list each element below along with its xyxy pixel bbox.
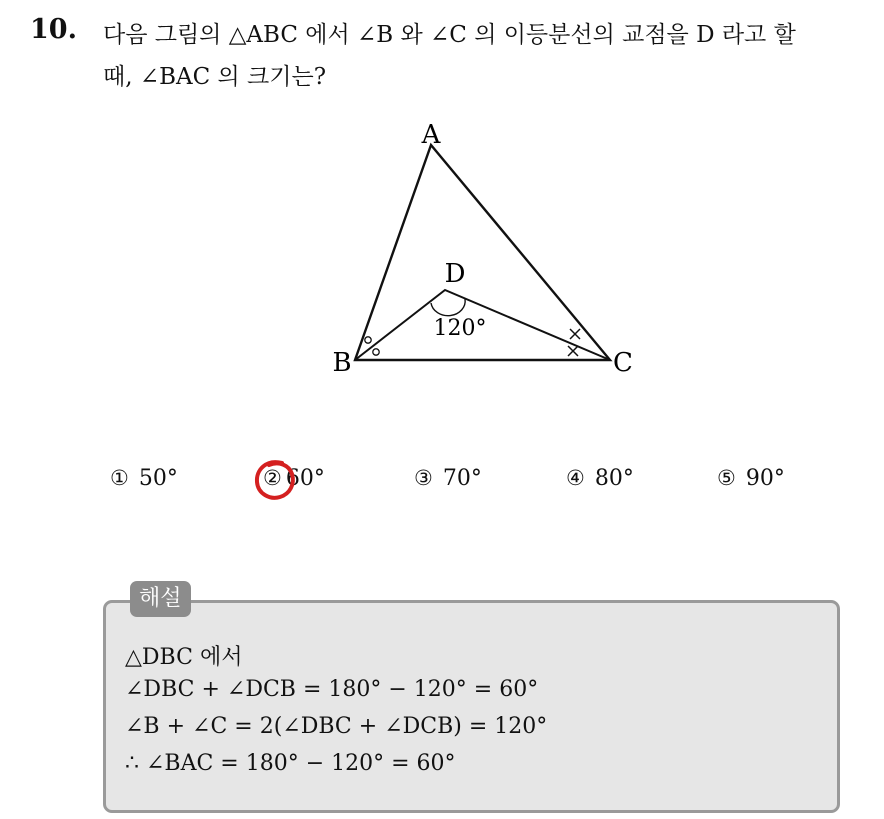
angle-c-mark-2 — [568, 346, 578, 356]
choice-2-marker: ② — [263, 466, 282, 490]
question-number: 10. — [30, 14, 77, 45]
angle-label: 120° — [433, 316, 487, 341]
choice-4[interactable] — [566, 466, 634, 491]
choice-1[interactable] — [110, 466, 178, 491]
question-text-line-1: 다음 그림의 △ABC 에서 ∠B 와 ∠C 의 이등분선의 교점을 D 라고 할 — [103, 22, 796, 48]
choice-5-value: 90° — [745, 466, 785, 491]
choice-3[interactable] — [414, 466, 482, 491]
selected-answer-circle — [252, 456, 298, 504]
label-d: D — [444, 259, 466, 289]
choice-5-marker: ⑤ — [717, 466, 736, 490]
choice-3-marker: ③ — [414, 466, 433, 490]
choice-4-marker: ④ — [566, 466, 585, 490]
choice-1-marker: ① — [110, 466, 129, 490]
solution-tag: 해설 — [130, 581, 191, 617]
question-text-line-2: 때, ∠BAC 의 크기는? — [103, 64, 327, 90]
solution-line-4: ∴ ∠BAC = 180° − 120° = 60° — [125, 751, 456, 776]
solution-line-1: △DBC 에서 — [125, 645, 243, 670]
label-b: B — [332, 348, 352, 378]
angle-c-mark-1 — [570, 329, 580, 339]
solution-line-3: ∠B + ∠C = 2(∠DBC + ∠DCB) = 120° — [125, 714, 548, 739]
choice-1-value: 50° — [138, 466, 178, 491]
label-a: A — [421, 120, 441, 150]
solution-line-2: ∠DBC + ∠DCB = 180° − 120° = 60° — [125, 677, 539, 702]
angle-b-mark-1 — [365, 337, 371, 343]
triangle-figure — [300, 110, 650, 380]
angle-b-mark-2 — [373, 349, 379, 355]
choice-3-value: 70° — [442, 466, 482, 491]
label-c: C — [613, 348, 633, 378]
angle-d-arc — [431, 299, 465, 316]
solution-box — [103, 600, 840, 813]
choice-5[interactable] — [717, 466, 785, 491]
choice-4-value: 80° — [594, 466, 634, 491]
choice-2-value: 60° — [285, 466, 325, 491]
